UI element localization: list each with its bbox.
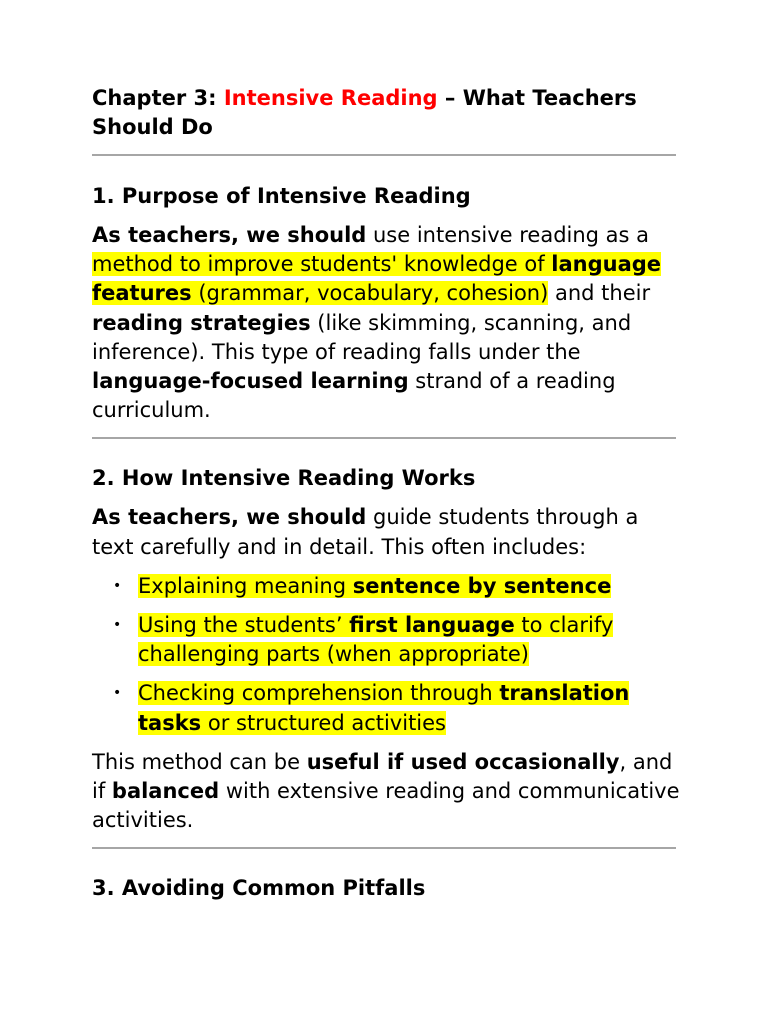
text-highlight: or structured activities bbox=[201, 710, 446, 735]
text: This method can be bbox=[92, 749, 307, 774]
bullet-icon: • bbox=[113, 617, 122, 634]
bullet-icon: • bbox=[113, 685, 122, 702]
text: strand of a reading curriculum. bbox=[92, 369, 616, 423]
text: with extensive reading and communicative activities. bbox=[92, 779, 680, 833]
text-highlight: method to improve students' knowledge of bbox=[92, 252, 552, 277]
chapter-title-suffix: – What Teachers Should Do bbox=[92, 86, 637, 139]
text-bold: useful if used occasionally bbox=[306, 749, 620, 774]
bullet-icon: • bbox=[113, 577, 122, 594]
chapter-title bbox=[92, 84, 684, 142]
text: (like skimming, scanning, and inference). This type of reading falls under the bbox=[92, 310, 632, 364]
text: guide students through a text carefully and in detail. This often includes: bbox=[92, 505, 639, 559]
text: use intensive reading as a bbox=[366, 223, 650, 247]
section-1-heading: 1. Purpose of Intensive Reading bbox=[92, 184, 471, 208]
text-highlight: Using the students’ bbox=[138, 613, 350, 638]
text-bold: As teachers, we should bbox=[92, 223, 367, 247]
text: , and if bbox=[92, 749, 673, 804]
text-bold: As teachers, we should bbox=[92, 505, 367, 530]
section-3-heading: 3. Avoiding Common Pitfalls bbox=[92, 876, 426, 901]
section-divider bbox=[92, 154, 676, 156]
text-highlight-bold: translation tasks bbox=[138, 681, 630, 735]
document-content bbox=[92, 84, 684, 903]
text-bold: reading strategies bbox=[92, 310, 311, 335]
text-highlight-bold: first language bbox=[349, 613, 515, 638]
text-bold: language-focused learning bbox=[92, 369, 409, 394]
section-1-paragraph bbox=[92, 221, 684, 425]
list-item bbox=[92, 611, 684, 669]
section-divider bbox=[92, 437, 676, 439]
text-highlight-bold: sentence by sentence bbox=[352, 573, 612, 598]
text-highlight-bold: language features bbox=[92, 252, 662, 306]
section-divider bbox=[92, 847, 676, 849]
text-highlight: Checking comprehension through bbox=[138, 681, 500, 706]
text-highlight: (grammar, vocabulary, cohesion) bbox=[191, 281, 549, 306]
list-item bbox=[92, 679, 684, 737]
text-highlight: Explaining meaning bbox=[138, 573, 353, 598]
text-bold: balanced bbox=[111, 779, 220, 804]
text: and their bbox=[548, 281, 651, 306]
section-2-heading: 2. How Intensive Reading Works bbox=[92, 466, 476, 491]
text-highlight: to clarify challenging parts (when appropriate) bbox=[138, 613, 614, 667]
chapter-title-accent: Intensive Reading bbox=[223, 86, 438, 110]
list-item bbox=[92, 572, 684, 601]
bullet-list bbox=[92, 572, 684, 738]
chapter-title-prefix: Chapter 3: bbox=[92, 86, 224, 110]
section-2-closing bbox=[92, 748, 684, 836]
section-2-intro bbox=[92, 503, 684, 561]
